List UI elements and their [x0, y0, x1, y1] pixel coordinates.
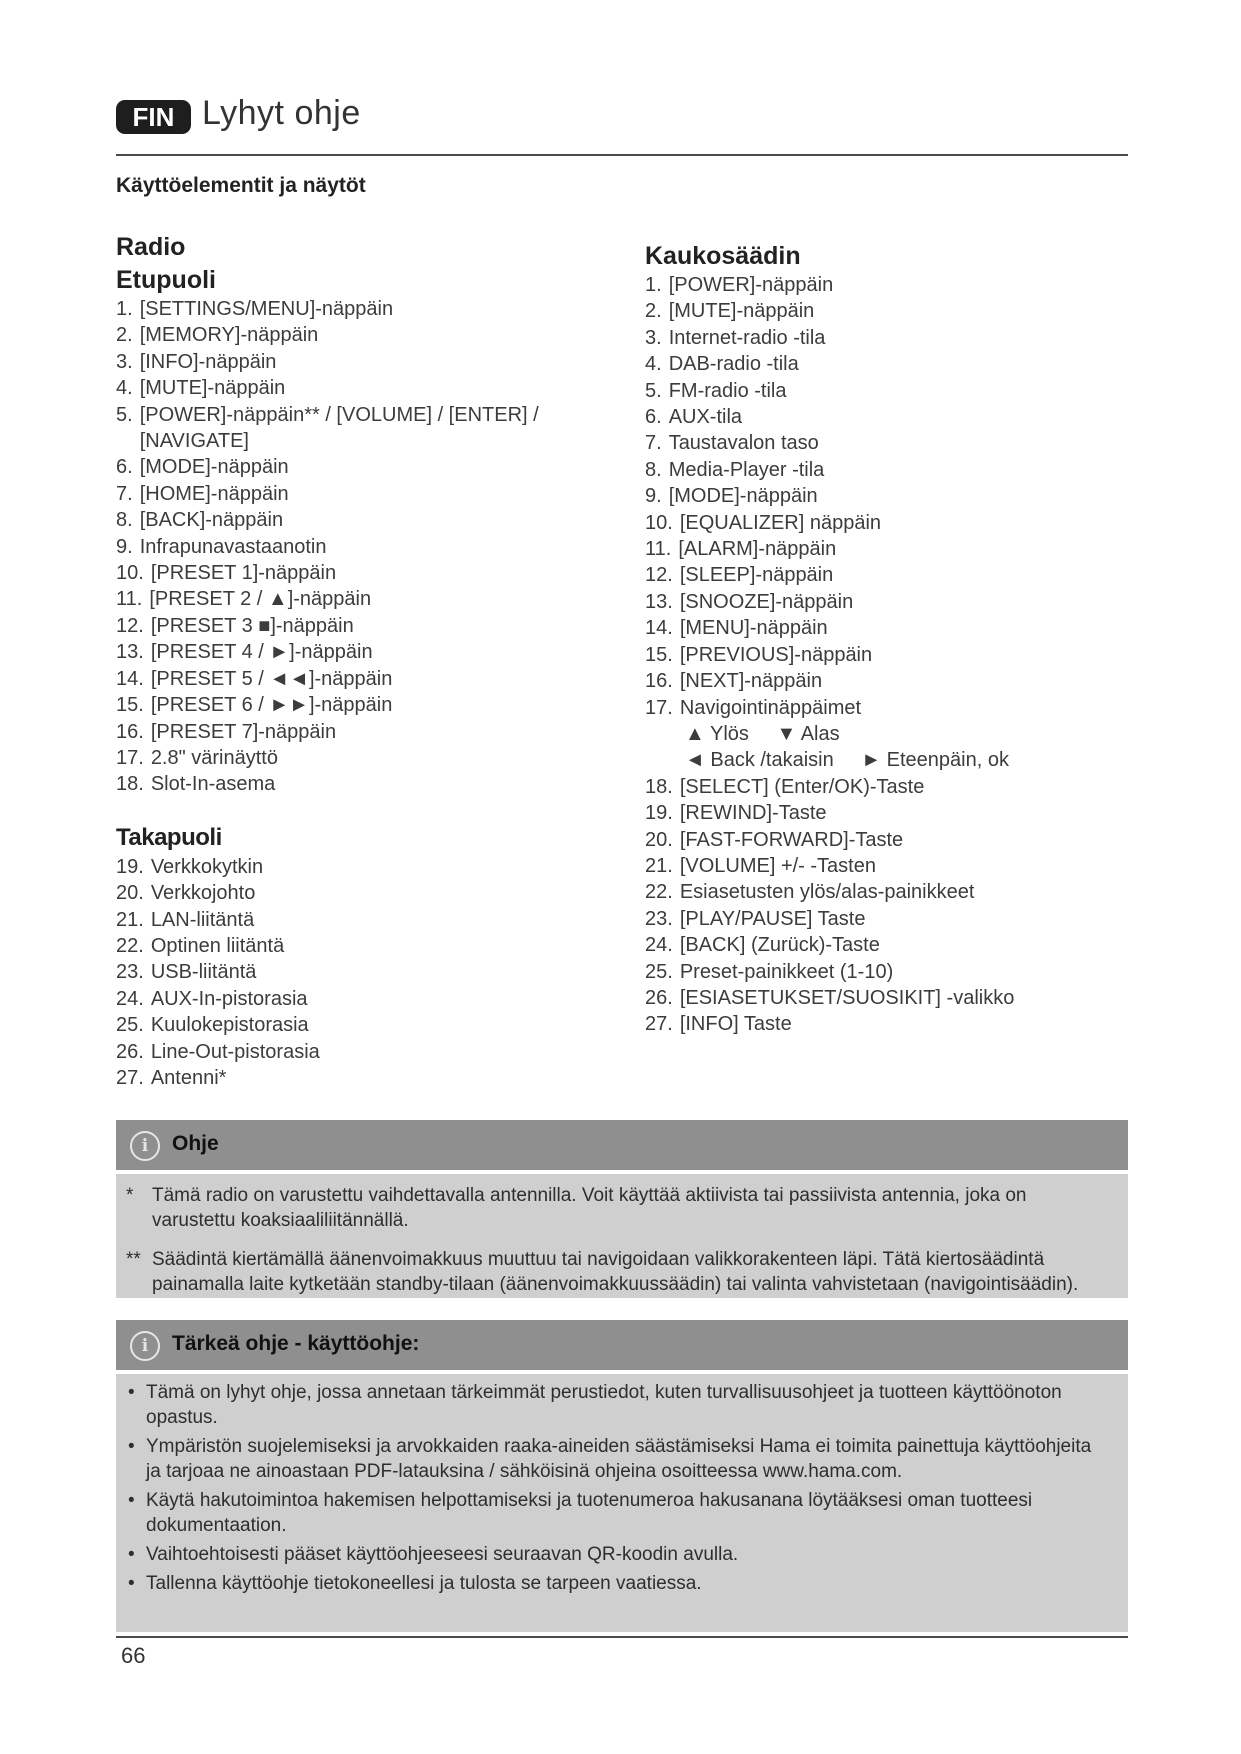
note-mark: *: [126, 1185, 134, 1206]
item-text: Media-Player -tila: [668, 458, 825, 481]
item-number: 9.: [645, 485, 662, 508]
list-item: [645, 853, 1165, 879]
bullet-item: • Tallenna käyttöohje tietokoneellesi ja tulosta se tarpeen vaatiessa.: [128, 1573, 702, 1594]
front-controls-list: [116, 296, 636, 798]
item-text: [PRESET 2 / ▲]-näppäin: [149, 588, 372, 611]
item-number: 2.: [116, 324, 133, 347]
item-text: [PRESET 7]-näppäin: [150, 720, 337, 743]
list-item: [116, 481, 636, 507]
item-text: [VOLUME] +/- -Tasten: [679, 854, 876, 877]
item-text: FM-radio -tila: [668, 379, 787, 402]
item-number: 10.: [116, 562, 144, 585]
list-item: [116, 375, 636, 401]
item-number: 24.: [116, 987, 144, 1010]
item-text: Line-Out-pistorasia: [150, 1040, 320, 1063]
item-number: 27.: [116, 1066, 144, 1089]
list-item: [116, 1065, 636, 1091]
item-text: [PRESET 5 / ◄◄]-näppäin: [150, 667, 393, 690]
item-number: 18.: [645, 775, 673, 798]
item-number: 17.: [116, 746, 144, 769]
item-number: 1.: [645, 274, 662, 296]
item-number: 20.: [645, 828, 673, 851]
item-text: Infrapunavastaanotin: [139, 535, 327, 558]
item-number: 8.: [116, 509, 133, 532]
list-item: [645, 325, 1165, 351]
item-number: 14.: [645, 617, 673, 640]
list-item: [116, 349, 636, 375]
item-text: [SELECT] (Enter/OK)-Taste: [679, 775, 925, 798]
item-number: 24.: [645, 934, 673, 957]
list-item: [116, 586, 636, 612]
item-text: [PREVIOUS]-näppäin: [679, 643, 873, 666]
list-item: [116, 986, 636, 1012]
item-text: [INFO]-näppäin: [139, 350, 277, 373]
list-item: [116, 692, 636, 718]
item-text: Slot-In-asema: [150, 773, 276, 796]
item-text: 2.8" värinäyttö: [150, 746, 278, 769]
item-number: 2.: [645, 300, 662, 323]
item-number: 16.: [645, 670, 673, 693]
list-item: [645, 642, 1165, 668]
radio-column: [116, 230, 636, 1091]
note-box-header: [116, 1120, 1128, 1170]
remote-column: [645, 240, 1165, 1038]
list-item: [116, 507, 636, 533]
item-text: [MENU]-näppäin: [679, 617, 828, 640]
item-text: LAN-liitäntä: [150, 908, 255, 931]
important-box-header: [116, 1320, 1128, 1370]
item-text: [SLEEP]-näppäin: [679, 564, 834, 587]
item-text: Verkkojohto: [150, 882, 256, 905]
item-number: 9.: [116, 535, 133, 558]
nav-down: ▼ Alas: [776, 722, 840, 745]
note-text: Säädintä kiertämällä äänenvoimakkuus muuttuu tai navigoidaan valikkorakenteen läpi. Tätä kiertosäädintä painamalla laite kytketään standby-tilaan (äänenvoimakkuussäädin) tai valinta vahvistetaan (navigointisäädin).: [152, 1249, 1079, 1295]
bullet-text: Tallenna käyttöohje tietokoneellesi ja tulosta se tarpeen vaatiessa.: [146, 1573, 702, 1594]
list-item: [116, 959, 636, 985]
item-text: [EQUALIZER] näppäin: [679, 511, 882, 534]
item-number: 1.: [116, 298, 133, 320]
important-box-title: Tärkeä ohje - käyttöohje:: [172, 1332, 420, 1355]
radio-heading: Radio: [116, 233, 186, 261]
item-text: [HOME]-näppäin: [139, 482, 289, 505]
list-item: [116, 639, 636, 665]
note-mark: **: [126, 1249, 141, 1270]
list-item: [645, 827, 1165, 853]
item-number: 23.: [116, 961, 144, 984]
back-controls-list: [116, 854, 636, 1092]
item-number: 15.: [116, 694, 144, 717]
item-number: 16.: [116, 720, 144, 743]
item-number: 11.: [116, 588, 143, 611]
list-item: [645, 510, 1165, 536]
list-item: [116, 1012, 636, 1038]
document-title: Lyhyt ohje: [202, 94, 361, 132]
nav-back: ◄ Back /takaisin: [685, 749, 834, 772]
item-number: 10.: [645, 511, 673, 534]
item-text: [PRESET 3 ■]-näppäin: [150, 614, 354, 637]
item-number: 4.: [645, 353, 662, 376]
list-item: [645, 906, 1165, 932]
list-item: [645, 378, 1165, 404]
item-text: [POWER]-näppäin: [668, 274, 834, 296]
list-item: [645, 695, 1165, 721]
item-number: 21.: [116, 908, 144, 931]
item-text: [REWIND]-Taste: [679, 802, 827, 825]
item-number: 14.: [116, 667, 144, 690]
note-text: Tämä radio on varustettu vaihdettavalla antennilla. Voit käyttää aktiivista tai passiivista antennia, joka on varustettu koaksiaaliliitännällä.: [152, 1185, 1027, 1231]
item-number: 21.: [645, 854, 673, 877]
list-item: [645, 932, 1165, 958]
item-number: 26.: [116, 1040, 144, 1063]
item-number: 6.: [645, 406, 662, 429]
list-item: [645, 351, 1165, 377]
item-text: Taustavalon taso: [668, 432, 819, 455]
item-number: 12.: [645, 564, 673, 587]
item-number: 15.: [645, 643, 673, 666]
list-item: [645, 404, 1165, 430]
list-item: [645, 985, 1165, 1011]
item-text: Kuulokepistorasia: [150, 1014, 309, 1037]
remote-controls-list: [645, 272, 1165, 721]
item-number: 8.: [645, 458, 662, 481]
remote-controls-list-continued: [645, 774, 1165, 1038]
item-text: [BACK]-näppäin: [139, 509, 284, 532]
item-text: AUX-tila: [668, 406, 743, 429]
list-item: [645, 668, 1165, 694]
item-number: 3.: [116, 350, 133, 373]
list-item: [116, 880, 636, 906]
item-number: 25.: [645, 960, 673, 983]
item-number: 18.: [116, 773, 144, 796]
item-text: Preset-painikkeet (1-10): [679, 960, 894, 983]
list-item: [116, 613, 636, 639]
bullet-item: • Ympäristön suojelemiseksi ja arvokkaiden raaka-aineiden säästämiseksi Hama ei toimita painettuja käyttöohjeita ja tarjoaa ne ainoastaan PDF-latauksina / sähköisinä ohjeina osoitteessa www.hama.com.: [128, 1436, 1092, 1482]
list-item: [645, 298, 1165, 324]
item-number: 17.: [645, 696, 673, 719]
item-number: 22.: [116, 934, 144, 957]
item-text: Antenni*: [150, 1066, 227, 1089]
list-item: [116, 907, 636, 933]
note-box-title: Ohje: [172, 1132, 219, 1155]
list-item: [116, 296, 636, 322]
bullet-item: • Käytä hakutoimintoa hakemisen helpottamiseksi ja tuotenumeroa hakusanana löytääksesi oman tuotteesi dokumentaation.: [128, 1490, 1033, 1536]
page-header: [116, 92, 1128, 156]
item-number: 4.: [116, 377, 133, 400]
list-item: [645, 457, 1165, 483]
item-text: [NEXT]-näppäin: [679, 670, 823, 693]
item-number: 19.: [645, 802, 673, 825]
list-item: [116, 745, 636, 771]
list-item: [116, 322, 636, 348]
list-item: [645, 536, 1165, 562]
nav-up: ▲ Ylös: [685, 722, 749, 745]
item-number: 22.: [645, 881, 673, 904]
list-item: [116, 719, 636, 745]
item-text: [PRESET 4 / ►]-näppäin: [150, 641, 373, 664]
nav-forward: ► Eteenpäin, ok: [861, 749, 1009, 772]
item-text: [MODE]-näppäin: [668, 485, 818, 508]
nav-keys-row-2: [645, 747, 1165, 773]
item-text: Optinen liitäntä: [150, 934, 285, 957]
item-text: Navigointinäppäimet: [679, 696, 862, 719]
list-item: [645, 959, 1165, 985]
section-title: Käyttöelementit ja näytöt: [116, 174, 366, 197]
info-icon: i: [130, 1331, 160, 1361]
list-item: [116, 560, 636, 586]
list-item: [645, 562, 1165, 588]
item-text: [ALARM]-näppäin: [678, 538, 837, 561]
item-text: [BACK] (Zurück)-Taste: [679, 934, 880, 957]
item-text: DAB-radio -tila: [668, 353, 799, 376]
item-text: [FAST-FORWARD]-Taste: [679, 828, 904, 851]
list-item: [645, 800, 1165, 826]
item-text: [SETTINGS/MENU]-näppäin: [139, 298, 394, 320]
item-number: 6.: [116, 456, 133, 479]
nav-keys-row-1: [645, 721, 1165, 747]
list-item: [645, 272, 1165, 298]
list-item: [645, 615, 1165, 641]
list-item: [645, 483, 1165, 509]
language-badge: FIN: [116, 100, 191, 134]
page-number: 66: [121, 1643, 146, 1668]
item-text: [SNOOZE]-näppäin: [679, 590, 854, 613]
bullet-item: • Vaihtoehtoisesti pääset käyttöohjeeseesi seuraavan QR-koodin avulla.: [128, 1544, 739, 1565]
list-item: [116, 402, 636, 455]
bullet-text: Tämä on lyhyt ohje, jossa annetaan tärkeimmät perustiedot, kuten turvallisuusohjeet ja tuotteen käyttöönoton opastus.: [146, 1382, 1062, 1428]
bullet-text: Vaihtoehtoisesti pääset käyttöohjeeseesi seuraavan QR-koodin avulla.: [146, 1544, 739, 1565]
item-number: 7.: [116, 482, 133, 505]
list-item: [116, 454, 636, 480]
item-number: 27.: [645, 1013, 673, 1036]
item-text: [MEMORY]-näppäin: [139, 324, 319, 347]
item-number: 25.: [116, 1014, 144, 1037]
back-heading: Takapuoli: [116, 823, 222, 851]
important-box-body: [116, 1374, 1128, 1632]
item-number: 23.: [645, 907, 673, 930]
item-number: 5.: [116, 403, 133, 426]
list-item: [645, 1011, 1165, 1037]
footer-divider: [116, 1636, 1128, 1638]
item-text: [MODE]-näppäin: [139, 456, 289, 479]
item-text: [MUTE]-näppäin: [139, 377, 286, 400]
item-number: 7.: [645, 432, 662, 455]
remote-heading: Kaukosäädin: [645, 242, 801, 270]
list-item: [645, 589, 1165, 615]
list-item: [116, 534, 636, 560]
item-text: [PRESET 6 / ►►]-näppäin: [150, 694, 393, 717]
item-number: 12.: [116, 614, 144, 637]
item-text: [INFO] Taste: [679, 1013, 792, 1036]
item-number: 20.: [116, 882, 144, 905]
bullet-item: • Tämä on lyhyt ohje, jossa annetaan tärkeimmät perustiedot, kuten turvallisuusohjeet ja tuotteen käyttöönoton opastus.: [128, 1382, 1062, 1428]
item-number: 26.: [645, 986, 673, 1009]
item-number: 13.: [116, 641, 144, 664]
item-text: AUX-In-pistorasia: [150, 987, 308, 1010]
info-icon: i: [130, 1131, 160, 1161]
bullet-text: Ympäristön suojelemiseksi ja arvokkaiden raaka-aineiden säästämiseksi Hama ei toimita painettuja käyttöohjeita ja tarjoaa ne ainoastaan PDF-latauksina / sähköisinä ohjeina osoitteessa www.hama.com.: [146, 1436, 1092, 1482]
item-text: Verkkokytkin: [150, 855, 264, 878]
item-number: 19.: [116, 855, 144, 878]
item-text: Esiasetusten ylös/alas-painikkeet: [679, 881, 975, 904]
item-number: 5.: [645, 379, 662, 402]
list-item: [116, 933, 636, 959]
list-item: [645, 774, 1165, 800]
note-item: [116, 1183, 1128, 1233]
front-heading: Etupuoli: [116, 266, 216, 294]
item-text: [PRESET 1]-näppäin: [150, 562, 337, 585]
item-text: Internet-radio -tila: [668, 326, 826, 349]
list-item: [116, 854, 636, 880]
item-number: 3.: [645, 326, 662, 349]
item-text: USB-liitäntä: [150, 961, 257, 984]
list-item: [116, 771, 636, 797]
list-item: [645, 879, 1165, 905]
item-number: 13.: [645, 590, 673, 613]
item-number: 11.: [645, 538, 672, 561]
bullet-text: Käytä hakutoimintoa hakemisen helpottamiseksi ja tuotenumeroa hakusanana löytääksesi oman tuotteesi dokumentaation.: [146, 1490, 1033, 1536]
item-text: [POWER]-näppäin** / [VOLUME] / [ENTER] / [NAVIGATE]: [139, 403, 539, 453]
item-text: [ESIASETUKSET/SUOSIKIT] -valikko: [679, 986, 1015, 1009]
list-item: [645, 430, 1165, 456]
item-text: [MUTE]-näppäin: [668, 300, 815, 323]
note-box-body: [116, 1174, 1128, 1298]
note-item: [116, 1247, 1128, 1297]
list-item: [116, 1039, 636, 1065]
item-text: [PLAY/PAUSE] Taste: [679, 907, 866, 930]
list-item: [116, 666, 636, 692]
